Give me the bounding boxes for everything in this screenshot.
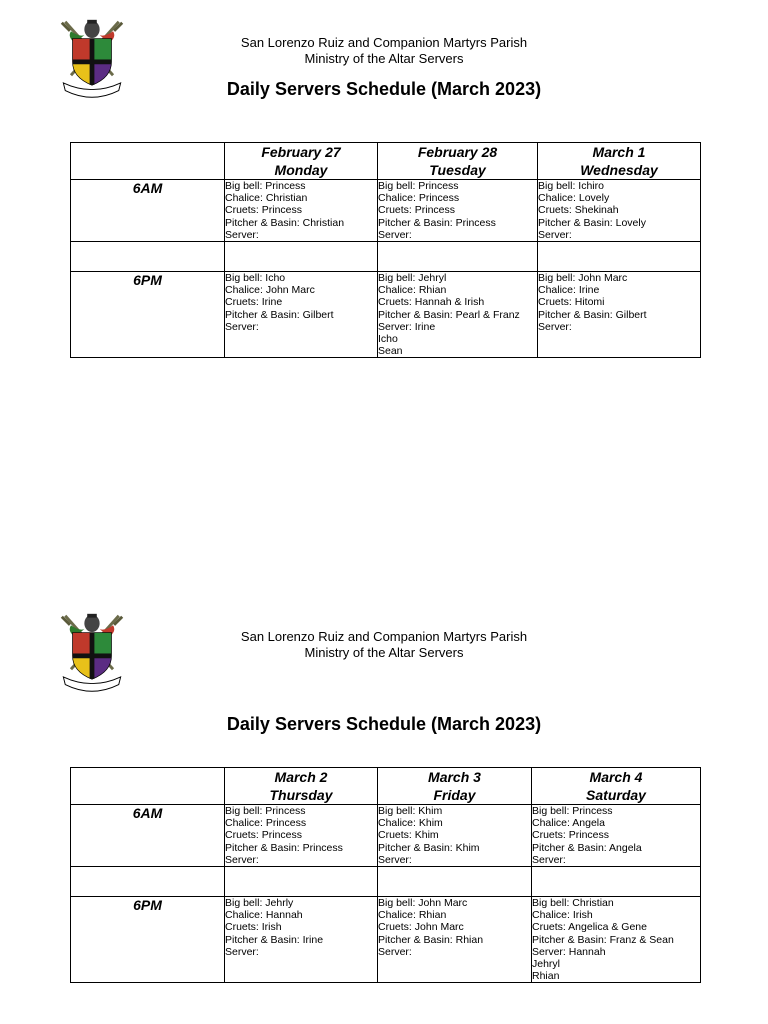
assignment-cell (225, 805, 378, 867)
header-corner-cell (71, 768, 225, 805)
day-date: March 1 (592, 144, 646, 160)
time-slot-label: 6PM (71, 272, 225, 358)
schedule-table (70, 767, 701, 983)
assignment-line: Cruets: John Marc (378, 921, 464, 934)
assignment-line: Chalice: Christian (225, 192, 308, 205)
assignment-line: Cruets: Khim (378, 829, 439, 842)
assignment-line: Chalice: Irish (532, 909, 593, 922)
day-date: February 27 (261, 144, 341, 160)
spacer-cell (378, 867, 532, 897)
day-date: February 28 (417, 144, 498, 160)
day-weekday: Tuesday (429, 162, 486, 178)
assignment-line: Rhian (532, 970, 560, 983)
assignment-line: Cruets: Irish (225, 921, 282, 934)
time-slot-label: 6AM (71, 180, 225, 242)
assignment-line: Cruets: Shekinah (538, 204, 619, 217)
day-weekday: Saturday (586, 787, 646, 803)
schedule-title: Daily Servers Schedule (March 2023) (226, 79, 542, 99)
assignment-line: Big bell: Jehryl (378, 272, 447, 285)
assignment-line: Big bell: Princess (225, 180, 306, 192)
table-header-row (71, 768, 701, 805)
day-header (378, 768, 532, 805)
assignment-line: Chalice: Rhian (378, 284, 447, 297)
assignment-line: Server: (378, 853, 412, 866)
assignment-line: Chalice: Irine (538, 284, 600, 297)
assignment-cell (532, 805, 701, 867)
assignment-cell (225, 897, 378, 983)
assignment-line: Big bell: Jehrly (225, 897, 294, 910)
assignment-line: Cruets: Princess (225, 829, 303, 842)
day-weekday: Thursday (269, 787, 333, 803)
assignment-line: Chalice: Princess (378, 192, 460, 205)
day-weekday: Wednesday (580, 162, 658, 178)
assignment-line: Cruets: Irine (225, 296, 283, 309)
assignment-line: Chalice: John Marc (225, 284, 315, 297)
assignment-line: Chalice: Lovely (538, 192, 610, 205)
assignment-line: Server: (378, 945, 412, 958)
assignment-line: Pitcher & Basin: Khim (378, 841, 480, 854)
day-weekday: Monday (274, 162, 328, 178)
assignment-line: Big bell: Princess (225, 805, 306, 817)
assignment-line: Pitcher & Basin: Princess (225, 841, 343, 854)
assignment-line: Server: (225, 320, 259, 333)
day-header (225, 768, 378, 805)
assignment-line: Big bell: Ichiro (538, 180, 604, 192)
day-date: March 3 (428, 769, 481, 785)
assignment-line: Server: Hannah (532, 945, 606, 958)
table-row-6am (71, 805, 701, 867)
assignment-cell (378, 805, 532, 867)
day-header (532, 768, 701, 805)
spacer-cell (532, 867, 701, 897)
assignment-line: Server: (225, 228, 259, 241)
day-date: March 4 (589, 769, 643, 785)
assignment-cell (532, 897, 701, 983)
assignment-line: Pitcher & Basin: Lovely (538, 216, 646, 229)
assignment-line: Pitcher & Basin: Pearl & Franz (378, 308, 520, 321)
ministry-name: Ministry of the Altar Servers (304, 645, 464, 660)
assignment-line: Icho (378, 333, 398, 346)
assignment-line: Pitcher & Basin: Angela (532, 841, 642, 854)
day-date: March 2 (274, 769, 328, 785)
parish-name: San Lorenzo Ruiz and Companion Martyrs Parish (240, 35, 528, 50)
assignment-line: Server: (225, 945, 259, 958)
assignment-line: Chalice: Hannah (225, 909, 303, 922)
assignment-line: Big bell: Princess (532, 805, 613, 817)
assignment-line: Big bell: Icho (225, 272, 286, 285)
assignment-cell (378, 897, 532, 983)
assignment-line: Pitcher & Basin: Princess (378, 216, 496, 229)
spacer-cell (71, 867, 225, 897)
spacer-cell (225, 867, 378, 897)
day-weekday: Friday (433, 787, 476, 803)
schedule-title: Daily Servers Schedule (March 2023) (226, 714, 542, 734)
assignment-line: Chalice: Angela (532, 817, 605, 830)
assignment-line: Server: (538, 228, 572, 241)
assignment-line: Server: (378, 228, 412, 241)
assignment-line: Big bell: Christian (532, 897, 614, 910)
assignment-line: Server: (532, 853, 566, 866)
assignment-line: Big bell: John Marc (538, 272, 628, 285)
assignment-line: Big bell: John Marc (378, 897, 468, 910)
assignment-line: Pitcher & Basin: Christian (225, 216, 345, 229)
assignment-line: Chalice: Khim (378, 817, 443, 830)
assignment-line: Sean (378, 345, 403, 358)
assignment-line: Big bell: Khim (378, 805, 443, 817)
assignment-line: Pitcher & Basin: Irine (225, 933, 324, 946)
assignment-line: Server: (225, 853, 259, 866)
assignment-line: Jehryl (532, 958, 561, 971)
assignment-line: Chalice: Princess (225, 817, 307, 830)
assignment-line: Cruets: Hitomi (538, 296, 605, 309)
time-slot-label: 6AM (71, 805, 225, 867)
ministry-name: Ministry of the Altar Servers (304, 51, 464, 66)
assignment-line: Pitcher & Basin: Rhian (378, 933, 484, 946)
time-slot-label: 6PM (71, 897, 225, 983)
table-row-6pm (71, 897, 701, 983)
assignment-line: Pitcher & Basin: Franz & Sean (532, 933, 674, 946)
assignment-line: Pitcher & Basin: Gilbert (225, 308, 334, 321)
assignment-line: Pitcher & Basin: Gilbert (538, 308, 647, 321)
assignment-line: Cruets: Angelica & Gene (532, 921, 647, 934)
assignment-line: Cruets: Princess (532, 829, 610, 842)
table-spacer-row (71, 867, 701, 897)
assignment-line: Server: Irine (378, 320, 436, 333)
parish-name: San Lorenzo Ruiz and Companion Martyrs Parish (240, 629, 528, 644)
assignment-line: Server: (538, 320, 572, 333)
assignment-line: Cruets: Hannah & Irish (378, 296, 485, 309)
assignment-line: Cruets: Princess (225, 204, 303, 217)
assignment-line: Chalice: Rhian (378, 909, 447, 922)
assignment-line: Cruets: Princess (378, 204, 456, 217)
assignment-line: Big bell: Princess (378, 180, 459, 192)
